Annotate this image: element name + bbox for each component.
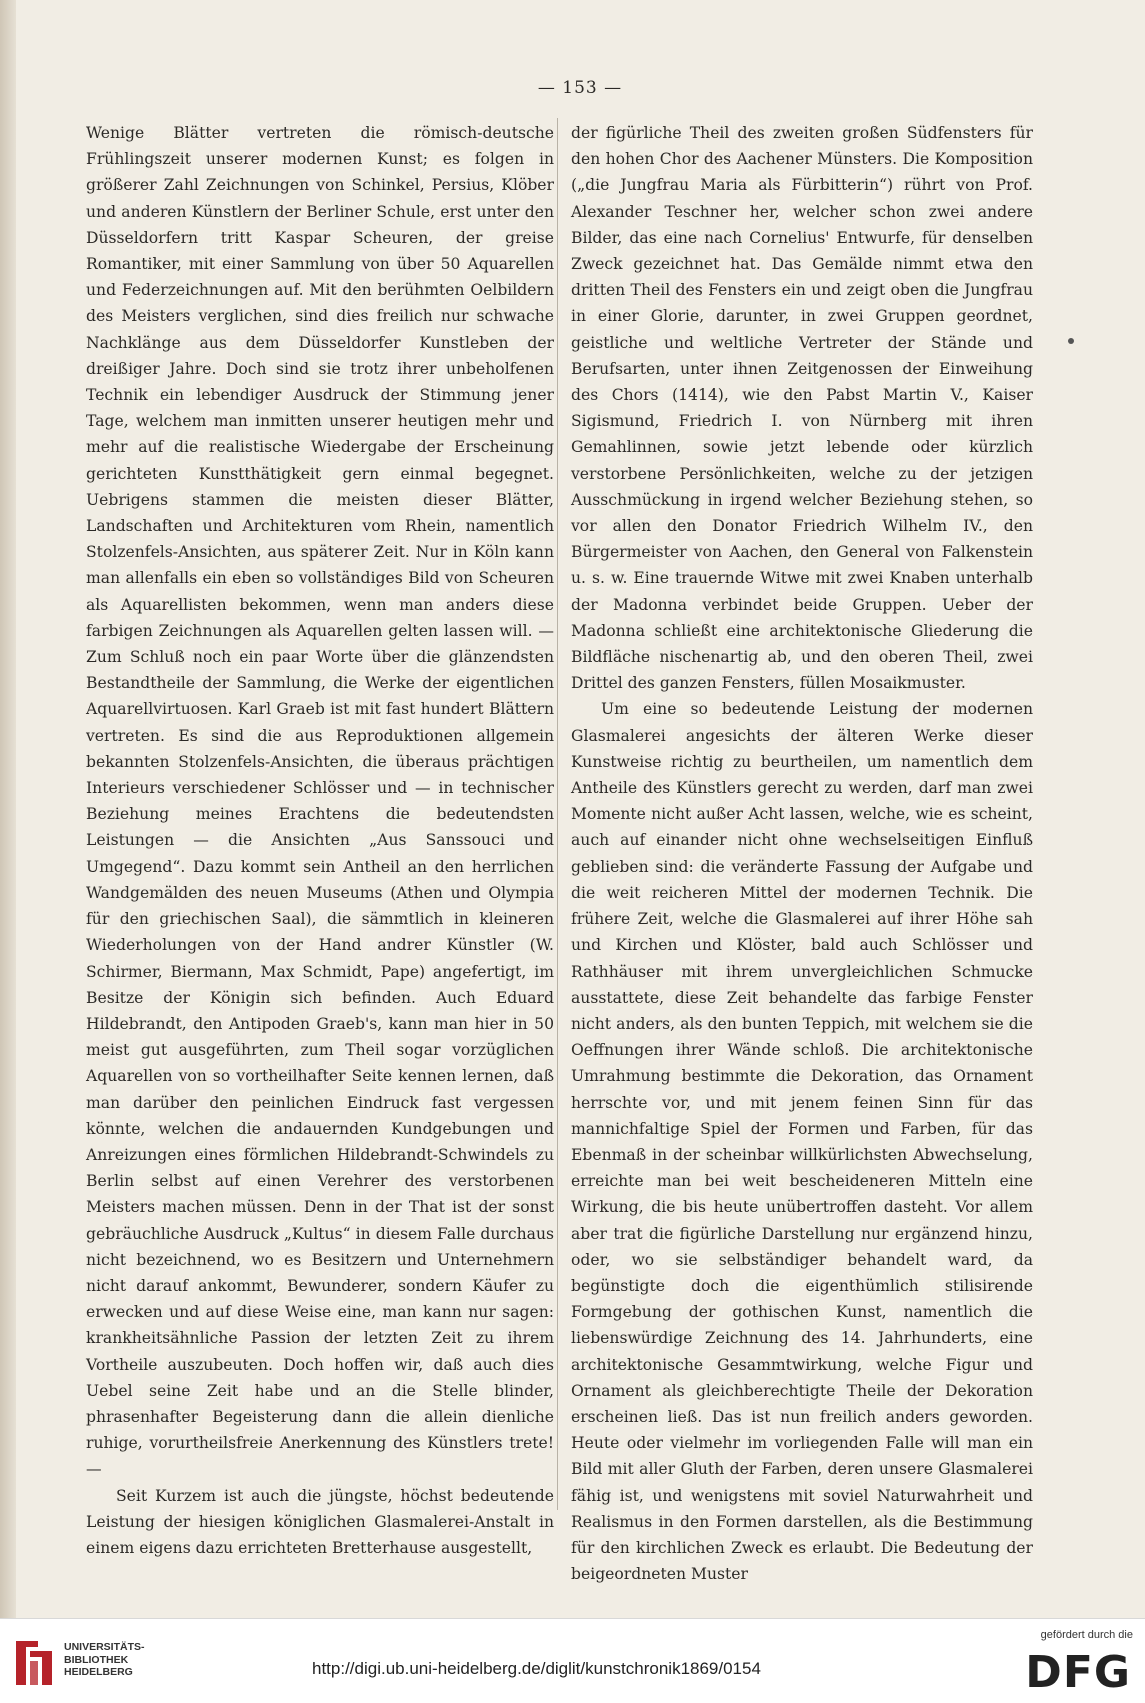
page-number: — 153 — bbox=[537, 78, 623, 98]
left-paragraph-1: Wenige Blätter vertreten die römisch-deutsche Frühlingszeit unserer modernen Kunst; es folgen in größerer Zahl Zeichnungen von Schinkel, Persius, Klöber und anderen Künstlern der Berliner Schule, erst unter den Düsseldorfern tritt Kaspar Scheuren, der greise Romantiker, mit einer Sammlung von über 50 Aquarellen und Federzeichnungen auf. Mit den berühmten Oelbildern des Meisters verglichen, sind dies freilich nur schwache Nachklänge aus dem Düsseldorfer Kunstleben der dreißiger Jahre. Doch sind sie trotz ihrer unbeholfenen Technik ein lebendiger Ausdruck der Stimmung jener Tage, welchem man inmitten unserer heutigen mehr und mehr auf die realistische Wiedergabe der Erscheinung gerichteten Kunstthätigkeit gern einmal begegnet. Uebrigens stammen die meisten dieser Blätter, Landschaften und Architekturen vom Rhein, namentlich Stolzenfels-Ansichten, aus späterer Zeit. Nur in Köln kann man allenfalls ein eben so vollständiges Bild von Scheuren als Aquarellisten bekommen, wenn man anders diese farbigen Zeichnungen als Aquarellen gelten lassen will. — Zum Schluß noch ein paar Worte über die glänzendsten Bestandtheile der Sammlung, die Werke der eigentlichen Aquarellvirtuosen. Karl Graeb ist mit fast hundert Blättern vertreten. Es sind die aus Reproduktionen allgemein bekannten Stolzenfels-Ansichten, die überaus prächtigen Interieurs verschiedener Schlösser und — in technischer Beziehung meines Erachtens die bedeutendsten Leistungen — die Ansichten „Aus Sanssouci und Umgegend“. Dazu kommt sein Antheil an den herrlichen Wandgemälden des neuen Museums (Athen und Olympia für den griechischen Saal), die sämmtlich in kleineren Wiederholungen von der Hand andrer Künstler (W. Schirmer, Biermann, Max Schmidt, Pape) angefertigt, im Besitze der Königin sich befinden. Auch Eduard Hildebrandt, den Antipoden Graeb's, kann man hier in 50 meist gut ausgeführten, zum Theil sogar vorzüglichen Aquarellen von so vortheilhafter Seite kennen lernen, daß man darüber den peinlichen Eindruck fast vergessen könnte, welchen die andauernden Kundgebungen und Anreizungen eines förmlichen Hildebrandt-Schwindels zu Berlin selbst auf einen Verehrer des verstorbenen Meisters machen müssen. Denn in der That ist der sonst gebräuchliche Ausdruck „Kultus“ in diesem Falle durchaus nicht bezeichnend, wo es Besitzern und Unternehmern nicht darauf ankommt, Bewunderer, sondern Käufer zu erwecken und auf diese Weise eine, man kann nur sagen: krankheitsähnliche Passion der letzten Zeit zu ihrem Vortheile auszubeuten. Doch hoffen wir, daß auch dies Uebel seine Zeit habe und an die Stelle blinder, phrasenhafter Begeisterung dann die allein dienliche ruhige, vorurtheilsfreie Anerkennung des Künstlers trete! — bbox=[86, 124, 554, 1479]
library-name bbox=[64, 1641, 145, 1679]
viewer-footer bbox=[0, 1618, 1145, 1703]
margin-mark bbox=[1068, 338, 1074, 344]
dfg-logo: DFG bbox=[1025, 1647, 1131, 1698]
left-paragraph-2: Seit Kurzem ist auch die jüngste, höchst bedeutende Leistung der hiesigen königlichen Glasmalerei-Anstalt in einem eigens dazu errichteten Bretterhause ausgestellt, bbox=[86, 1486, 554, 1557]
library-name-line-2: BIBLIOTHEK bbox=[64, 1653, 129, 1666]
right-paragraph-1: der figürliche Theil des zweiten großen Südfensters für den hohen Chor des Aachener Münsters. Die Komposition („die Jungfrau Maria als Fürbitterin“) rührt von Prof. Alexander Teschner her, welcher schon zwei andere Bilder, das eine nach Cornelius' Entwurfe, für denselben Zweck gezeichnet hat. Das Gemälde nimmt etwa den dritten Theil des Fensters ein und zeigt oben die Jungfrau in einer Glorie, darunter, in zwei Gruppen geordnet, geistliche und weltliche Vertreter der Stände und Berufsarten, unter ihnen Zeitgenossen der Einweihung des Chors (1414), wie den Pabst Martin V., Kaiser Sigismund, Friedrich I. von Nürnberg mit ihren Gemahlinnen, sowie jetzt lebende oder kürzlich verstorbene Persönlichkeiten, welche zu der jetzigen Ausschmückung in irgend welcher Beziehung stehen, so vor allen den Donator Friedrich Wilhelm IV., den Bürgermeister von Aachen, den General von Falkenstein u. s. w. Eine trauernde Witwe mit zwei Knaben unterhalb der Madonna verbindet beide Gruppen. Ueber der Madonna schließt eine architektonische Gliederung die Bildfläche nischenartig ab, und den oberen Theil, zwei Drittel des ganzen Fensters, füllen Mosaikmuster. bbox=[571, 124, 1033, 693]
left-text-column bbox=[86, 120, 554, 1561]
permalink-url[interactable]: http://digi.ub.uni-heidelberg.de/diglit/kunstchronik1869/0154 bbox=[312, 1659, 761, 1678]
library-name-line-1: UNIVERSITÄTS- bbox=[64, 1641, 145, 1653]
right-paragraph-2: Um eine so bedeutende Leistung der modernen Glasmalerei angesichts der älteren Werke dieser Kunstweise richtig zu beurtheilen, um namentlich dem Antheile des Künstlers gerecht zu werden, darf man zwei Momente nicht außer Acht lassen, welche, wie es scheint, auch auf einander nicht ohne wechselseitigen Einfluß geblieben sind: die veränderte Fassung der Aufgabe und die weit reicheren Mittel der modernen Technik. Die frühere Zeit, welche die Glasmalerei auf ihrer Höhe sah und Kirchen und Klöster, bald auch Schlösser und Rathhäuser mit ihrem unvergleichlichen Schmucke ausstattete, diese Zeit behandelte das farbige Fenster nicht anders, als den bunten Teppich, mit welchem sie die Oeffnungen ihrer Wände schloß. Die architektonische Umrahmung bestimmte die Dekoration, das Ornament herrschte vor, und mit jenem feinen Sinn für das mannichfaltige Spiel der Formen und Farben, für das Ebenmaß in der scheinbar willkürlichsten Abwechselung, erreichte man bei weit bescheideneren Mitteln eine Wirkung, die bis heute unübertroffen dasteht. Vor allem aber trat die figürliche Darstellung nur ergänzend hinzu, oder, wo sie selbständiger behandelt ward, da begünstigte doch die eigenthümlich stilisirende Formgebung der gothischen Kunst, namentlich die liebenswürdige Zeichnung des 14. Jahrhunderts, eine architektonische Gesammtwirkung, welche Figur und Ornament als gleichberechtigte Theile der Dekoration erscheinen ließ. Das ist nun freilich anders geworden. Heute oder vielmehr im vorliegenden Falle will man ein Bild mit aller Gluth der Farben, deren unsere Glasmalerei fähig ist, und wenigstens mit soviel Naturwahrheit und Realismus in den Formen darstellen, als die Bestimmung für den kirchlichen Zweck es erlaubt. Die Bedeutung der beigeordneten Muster bbox=[571, 700, 1033, 1584]
page-spine-shadow bbox=[0, 0, 16, 1618]
column-divider bbox=[557, 118, 558, 1510]
university-library-logo-icon bbox=[8, 1637, 58, 1689]
library-name-line-3: HEIDELBERG bbox=[64, 1666, 133, 1678]
funder-text: gefördert durch die bbox=[1040, 1629, 1133, 1641]
right-text-column bbox=[571, 120, 1033, 1587]
